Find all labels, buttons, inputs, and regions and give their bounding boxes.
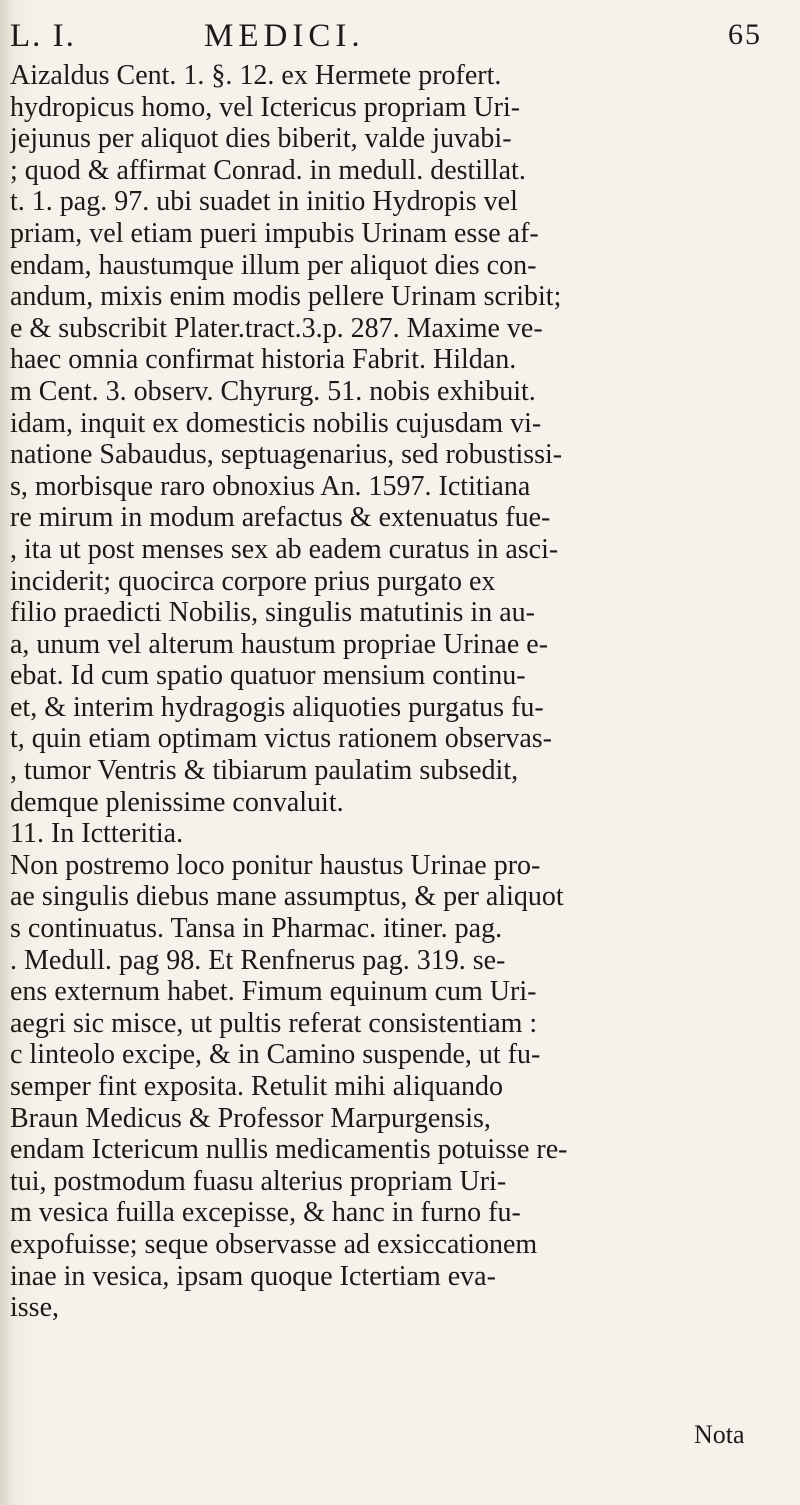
- text-line: e & subscribit Plater.tract.3.p. 287. Maxime ve-: [10, 312, 543, 344]
- text-line: t, quin etiam optimam victus rationem observas-: [10, 723, 552, 755]
- text-line: hydropicus homo, vel Ictericus propriam Uri-: [10, 91, 521, 123]
- text-line: Non postremo loco ponitur haustus Urinae pro-: [10, 849, 541, 881]
- text-line: s continuatus. Tansa in Pharmac. itiner. pag.: [10, 913, 503, 945]
- header-title: MEDICI.: [204, 18, 365, 54]
- text-line: andum, mixis enim modis pellere Urinam scribit;: [10, 281, 562, 313]
- text-line: a, unum vel alterum haustum propriae Urinae e-: [10, 628, 549, 660]
- text-line: endam, haustumque illum per aliquot dies con-: [10, 249, 537, 281]
- text-line: inciderit; quocirca corpore prius purgato ex: [10, 565, 496, 597]
- text-line: Aizaldus Cent. 1. §. 12. ex Hermete profert.: [10, 60, 502, 91]
- text-line: re mirum in modum arefactus & extenuatus fue-: [10, 502, 551, 534]
- text-line: m vesica fuilla excepisse, & hanc in furno fu-: [10, 1197, 521, 1229]
- text-line: jejunus per aliquot dies biberit, valde juvabi-: [10, 123, 512, 155]
- text-line: ens externum habet. Fimum equinum cum Uri-: [10, 976, 537, 1008]
- running-header: [0, 8, 800, 66]
- text-line: , ita ut post menses sex ab eadem curatus in asci-: [10, 533, 559, 565]
- text-line: et, & interim hydragogis aliquoties purgatus fu-: [10, 691, 544, 723]
- text-line: haec omnia confirmat historia Fabrit. Hildan.: [10, 344, 517, 376]
- text-line: m Cent. 3. observ. Chyrurg. 51. nobis exhibuit.: [10, 375, 536, 407]
- text-line: semper fint exposita. Retulit mihi aliquando: [10, 1071, 504, 1102]
- text-line: 11. In Ictteritia.: [10, 818, 184, 850]
- text-line: , tumor Ventris & tibiarum paulatim subsedit,: [10, 755, 519, 787]
- text-line: c linteolo excipe, & in Camino suspende, ut fu-: [10, 1039, 541, 1071]
- text-line: filio praedicti Nobilis, singulis matutinis in au-: [10, 597, 535, 629]
- text-line: ; quod & affirmat Conrad. in medull. destillat.: [10, 154, 526, 186]
- text-line: endam Ictericum nullis medicamentis potuisse re-: [10, 1134, 568, 1166]
- body-text: [10, 60, 792, 1324]
- text-line: inae in vesica, ipsam quoque Ictertiam eva-: [10, 1260, 496, 1292]
- text-line: aegri sic misce, ut pultis referat consistentiam :: [10, 1007, 538, 1039]
- text-line: tui, postmodum fuasu alterius propriam Uri-: [10, 1165, 507, 1197]
- text-line: idam, inquit ex domesticis nobilis cujusdam vi-: [10, 407, 542, 439]
- text-line: Braun Medicus & Professor Marpurgensis,: [10, 1102, 491, 1134]
- text-line: ebat. Id cum spatio quatuor mensium continu-: [10, 660, 526, 692]
- text-line: t. 1. pag. 97. ubi suadet in initio Hydropis vel: [10, 186, 518, 218]
- catchword: Nota: [694, 1420, 745, 1449]
- text-line: natione Sabaudus, septuagenarius, sed robustissi-: [10, 439, 563, 471]
- text-line: expofuisse; seque observasse ad exsiccationem: [10, 1228, 538, 1260]
- text-line: ae singulis diebus mane assumptus, & per aliquot: [10, 881, 564, 913]
- text-line: . Medull. pag 98. Et Renfnerus pag. 319. se-: [10, 944, 506, 976]
- text-line: demque plenissime convaluit.: [10, 786, 344, 818]
- text-line: isse,: [10, 1292, 59, 1324]
- text-line: priam, vel etiam pueri impubis Urinam esse af-: [10, 217, 539, 249]
- page-number: 65: [728, 18, 762, 51]
- text-line: s, morbisque raro obnoxius An. 1597. Ictitiana: [10, 470, 531, 502]
- header-section-number: L. I.: [10, 18, 76, 54]
